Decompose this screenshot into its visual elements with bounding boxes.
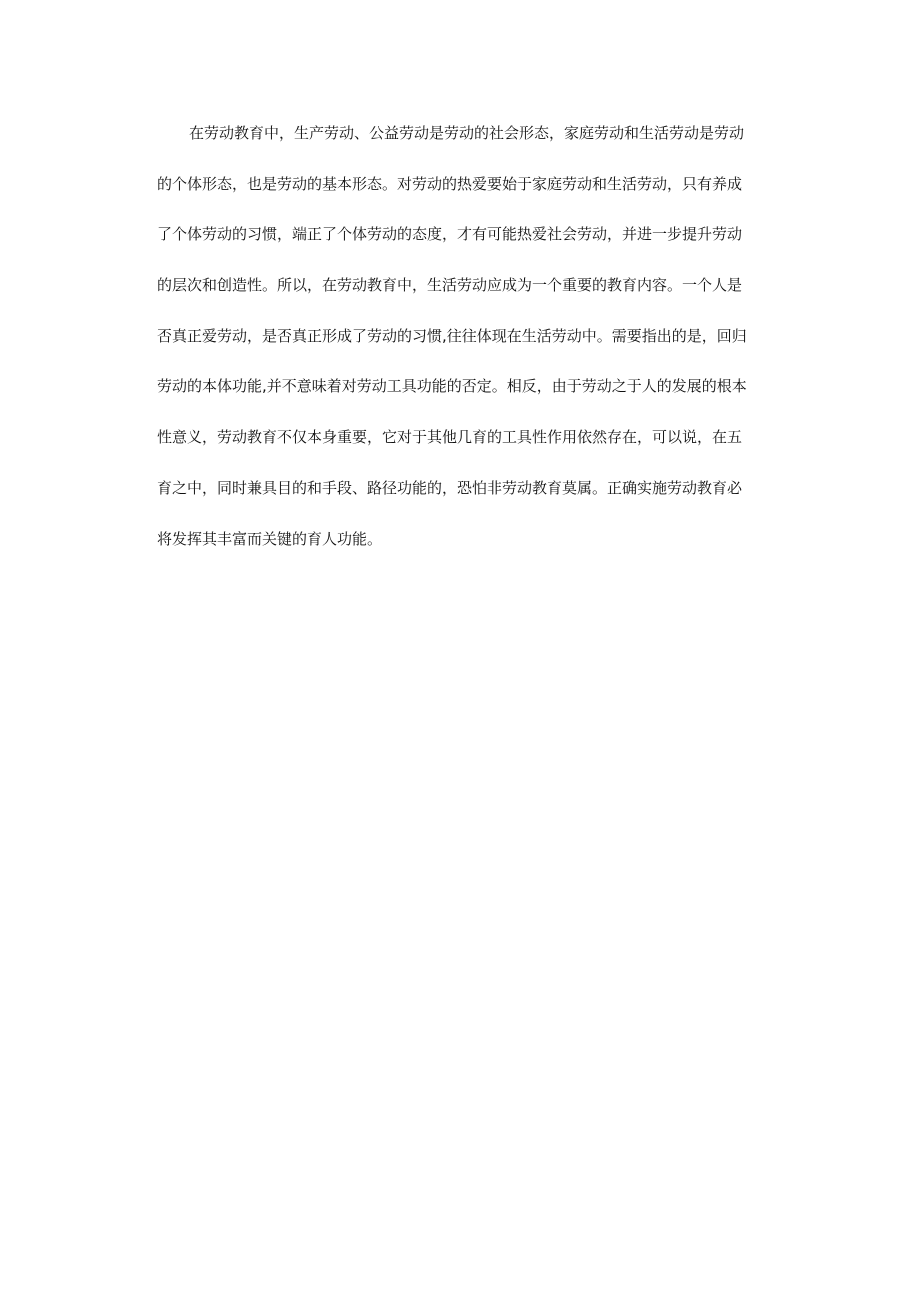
paragraph-line: 性意义，劳动教育不仅本身重要，它对于其他几育的工具性作用依然存在，可以说，在五 [157,428,743,447]
paragraph-line: 否真正爱劳动，是否真正形成了劳动的习惯,往往体现在生活劳动中。需要指出的是，回归 [157,326,747,345]
paragraph-line: 的个体形态，也是劳动的基本形态。对劳动的热爱要始于家庭劳动和生活劳动，只有养成 [157,174,743,193]
paragraph-line: 将发挥其丰富而关键的育人功能。 [157,529,383,548]
paragraph-line: 了个体劳动的习惯，端正了个体劳动的态度，才有可能热爱社会劳动，并进一步提升劳动 [157,225,743,244]
paragraph-line: 劳动的本体功能,并不意味着对劳动工具功能的否定。相反，由于劳动之于人的发展的根本 [157,377,747,396]
body-paragraph [157,118,762,574]
paragraph-line: 在劳动教育中，生产劳动、公益劳动是劳动的社会形态，家庭劳动和生活劳动是劳动 [189,124,745,142]
paragraph-line: 育之中，同时兼具目的和手段、路径功能的，恐怕非劳动教育莫属。正确实施劳动教育必 [157,478,743,497]
paragraph-line: 的层次和创造性。所以，在劳动教育中，生活劳动应成为一个重要的教育内容。一个人是 [157,276,743,295]
